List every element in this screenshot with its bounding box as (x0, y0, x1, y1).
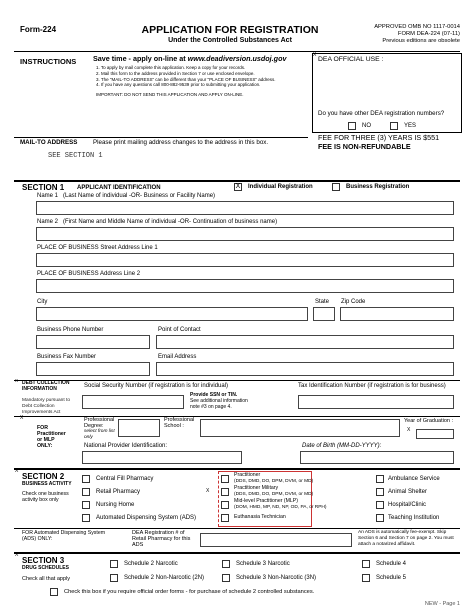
dea-official-use-box (312, 53, 462, 133)
section1-title: SECTION 1 (22, 183, 65, 192)
pob-line1-label: PLACE OF BUSINESS Street Address Line 1 (37, 245, 158, 251)
dob-label: Date of Birth (MM-DD-YYYY): (302, 443, 382, 449)
fee-amount: FEE FOR THREE (3) YEARS IS $551 (318, 133, 440, 142)
schedule-5-checkbox[interactable] (362, 574, 370, 582)
section3-title: SECTION 3 (22, 556, 65, 565)
activity-label: Teaching Institution (388, 515, 440, 521)
ads-fee-exempt-note: An ADS is automatically fee-exempt. Skip Section 6 and Section 7 on page 2. You must attach a notarized affidavit. (358, 530, 454, 547)
fee-non-refundable: FEE IS NON-REFUNDABLE (318, 142, 411, 151)
section2-subtitle: BUSINESS ACTIVITY (22, 481, 72, 487)
phone-label: Business Phone Number (37, 327, 104, 333)
business-registration-label: Business Registration (346, 184, 410, 190)
dea-registration-label: DEA Registration # of Retail Pharmacy for this ADS (132, 530, 191, 549)
animal-shelter-checkbox[interactable] (376, 488, 384, 496)
activity-hint: (DDS, DMD, DO, DPM, DVM, or MD) (234, 491, 314, 497)
schedule-label: Schedule 5 (376, 575, 407, 581)
schedule-label: Schedule 2 Non-Narcotic (2N) (124, 575, 205, 581)
practitioner-checkbox[interactable] (221, 475, 229, 483)
nursing-home-checkbox[interactable] (82, 501, 90, 509)
x-mark: X (15, 378, 19, 383)
form-title: APPLICATION FOR REGISTRATION (141, 24, 319, 36)
schedule-label: Schedule 3 Narcotic (236, 561, 290, 567)
ads-checkbox[interactable] (82, 514, 90, 522)
tin-label: Tax Identification Number (if registration is for business) (298, 383, 446, 389)
activity-label: Automated Dispensing System (ADS) (96, 515, 197, 521)
activity-label: Central Fill Pharmacy (96, 476, 154, 482)
other-registrations-question: Do you have other DEA registration numbers? (318, 110, 445, 117)
divider (14, 137, 308, 138)
divider (14, 180, 460, 182)
ads-dea-registration-field[interactable] (200, 533, 352, 547)
instruction-item: 4. If you have any questions call 800-882-9539 prior to submitting your application. (96, 82, 261, 88)
previous-editions: Previous editions are obsolete (382, 38, 460, 45)
dob-field[interactable] (300, 451, 454, 464)
activity-label: Retail Pharmacy (96, 489, 141, 495)
phone-field[interactable] (36, 335, 150, 349)
form-revision: FORM DEA-224 (07-11) (397, 31, 460, 38)
schedule-3-narcotic-checkbox[interactable] (222, 560, 230, 568)
city-label: City (37, 299, 48, 305)
activity-hint: (DOM, HMD, MP, ND, NP, OD, PA, or RPH) (234, 504, 327, 510)
x-mark: X (407, 427, 411, 433)
important-note: IMPORTANT: DO NOT SEND THIS APPLICATION AND APPLY ON-LINE. (96, 91, 244, 97)
name2-field[interactable] (36, 227, 454, 241)
online-url[interactable]: www.deadiversion.usdoj.gov (187, 54, 287, 63)
state-label: State (315, 299, 330, 305)
debt-collection-title: DEBT COLLECTION INFORMATION (22, 380, 70, 392)
zip-label: Zip Code (341, 299, 366, 305)
schedule-label: Schedule 4 (376, 561, 407, 567)
fax-field[interactable] (36, 362, 150, 376)
page-number: NEW - Page 1 (424, 601, 460, 607)
schedule-label: Schedule 3 Non-Narcotic (3N) (236, 575, 317, 581)
individual-registration-checkbox[interactable] (234, 183, 242, 191)
x-mark: X (15, 468, 19, 474)
activity-label: Nursing Home (96, 502, 135, 508)
ssn-field[interactable] (82, 395, 184, 409)
name1-label: Name 1 (37, 193, 59, 199)
x-mark: X (206, 488, 210, 494)
yes-label: YES (404, 123, 417, 129)
degree-select[interactable] (118, 419, 160, 437)
pob-line2-label: PLACE OF BUSINESS Address Line 2 (37, 271, 141, 277)
school-field[interactable] (200, 419, 400, 437)
no-label: NO (362, 123, 371, 129)
x-mark: X (15, 552, 19, 558)
section1-subtitle: APPLICANT IDENTIFICATION (77, 185, 161, 191)
degree-label: Professional Degree: (84, 417, 115, 430)
activity-label: Practitioner (234, 472, 261, 478)
zip-field[interactable] (340, 307, 454, 321)
x-mark: X (20, 415, 24, 421)
schedule-4-checkbox[interactable] (362, 560, 370, 568)
debt-mandatory-note: Mandatory pursuant to Debt Collection Improvements Act (22, 398, 70, 415)
school-label: Professional School : (164, 417, 195, 430)
degree-hint: select from list only (84, 429, 115, 440)
instructions-label: INSTRUCTIONS (20, 57, 77, 66)
contact-field[interactable] (156, 335, 454, 349)
email-label: Email Address (158, 354, 197, 360)
schedule-3n-checkbox[interactable] (222, 574, 230, 582)
instruction-item: 3. The "MAIL-TO ADDRESS" can be different than your "PLACE OF BUSINESS" address. (96, 76, 276, 82)
save-time-headline: Save time - apply on-line at (93, 54, 186, 63)
x-mark: X (235, 183, 241, 190)
email-field[interactable] (156, 362, 454, 376)
divider (14, 552, 460, 554)
mailto-address[interactable]: SEE SECTION 1 (48, 152, 103, 160)
instruction-item: 2. Mail this form to the address provided in Section 7 or use enclosed envelope. (96, 70, 255, 76)
divider (14, 380, 460, 381)
activity-hint: (DDS, DMD, DO, DPM, DVM, or MD) (234, 478, 314, 484)
city-field[interactable] (36, 307, 308, 321)
hospital-clinic-checkbox[interactable] (376, 501, 384, 509)
schedule-2n-checkbox[interactable] (110, 574, 118, 582)
name2-label: Name 2 (37, 219, 59, 225)
central-fill-pharmacy-checkbox[interactable] (82, 475, 90, 483)
provide-ssn-tin: Provide SSN or TIN. (190, 392, 238, 398)
divider (14, 51, 460, 52)
retail-pharmacy-checkbox[interactable] (82, 488, 90, 496)
npi-field[interactable] (82, 451, 242, 464)
see-info-note: See additional information (190, 397, 248, 404)
npi-label: National Provider Identification: (84, 443, 168, 449)
ambulance-service-checkbox[interactable] (376, 475, 384, 483)
order-forms-label: Check this box if you require official order forms - for purchase of schedule 2 controlled substances. (64, 589, 315, 595)
ads-only-label: FOR Automated Dispensing System (ADS) ONLY: (22, 530, 106, 542)
schedule-label: Schedule 2 Narcotic (124, 561, 178, 567)
activity-label: Practitioner Military (234, 485, 279, 491)
x-mark: X (313, 52, 317, 58)
state-field[interactable] (313, 307, 335, 321)
yes-checkbox[interactable] (390, 122, 398, 130)
divider (14, 468, 460, 470)
name2-hint: (First Name and Middle Name of individual -OR- Continuation of business name) (63, 219, 278, 225)
divider (14, 416, 460, 417)
graduation-year-label: Year of Graduation : (404, 418, 454, 424)
section2-note: Check one business activity box only (22, 491, 69, 504)
mailto-note: Please print mailing address changes to the address in this box. (93, 139, 269, 146)
individual-registration-label: Individual Registration (248, 184, 313, 190)
pob-line2-field[interactable] (36, 279, 454, 293)
divider (14, 528, 460, 529)
fax-label: Business Fax Number (37, 354, 97, 360)
ssn-label: Social Security Number (if registration is for individual) (84, 383, 229, 389)
activity-label: Mid-level Practitioner (MLP) (234, 498, 298, 504)
activity-label: Ambulance Service (388, 476, 440, 482)
omb-number: APPROVED OMB NO 1117-0014 (374, 24, 460, 30)
business-registration-checkbox[interactable] (332, 183, 340, 191)
euthanasia-technician-checkbox[interactable] (221, 514, 229, 522)
schedule-2-narcotic-checkbox[interactable] (110, 560, 118, 568)
form-id: Form-224 (20, 25, 57, 34)
activity-label: Hospital/Clinic (388, 502, 427, 508)
instruction-item: 1. To apply by mail complete this application. Keep a copy for your records. (96, 65, 246, 71)
graduation-year-field[interactable] (416, 429, 454, 439)
section3-note: Check all that apply (22, 576, 70, 582)
section3-subtitle: DRUG SCHEDULES (22, 565, 69, 571)
mailto-label: MAIL-TO ADDRESS (20, 139, 78, 146)
order-forms-checkbox[interactable] (50, 588, 58, 596)
dea-official-use-label: DEA OFFICIAL USE : (318, 56, 384, 63)
activity-label: Animal Shelter (388, 489, 428, 495)
practitioner-only-label: FOR Practitioner or MLP ONLY: (37, 425, 66, 449)
mlp-checkbox[interactable] (221, 501, 229, 509)
activity-label: Euthanasia Technician (234, 514, 286, 520)
note-3-ref: note #3 on page 4. (190, 403, 232, 410)
name1-hint: (Last Name of individual -OR- Business or Facility Name) (63, 193, 216, 199)
practitioner-military-checkbox[interactable] (221, 488, 229, 496)
contact-label: Point of Contact (158, 327, 201, 333)
form-subtitle: Under the Controlled Substances Act (168, 37, 292, 44)
pob-line1-field[interactable] (36, 253, 454, 267)
name1-field[interactable] (36, 201, 454, 215)
tin-field[interactable] (298, 395, 454, 409)
no-checkbox[interactable] (348, 122, 356, 130)
section2-title: SECTION 2 (22, 472, 65, 481)
teaching-institution-checkbox[interactable] (376, 514, 384, 522)
